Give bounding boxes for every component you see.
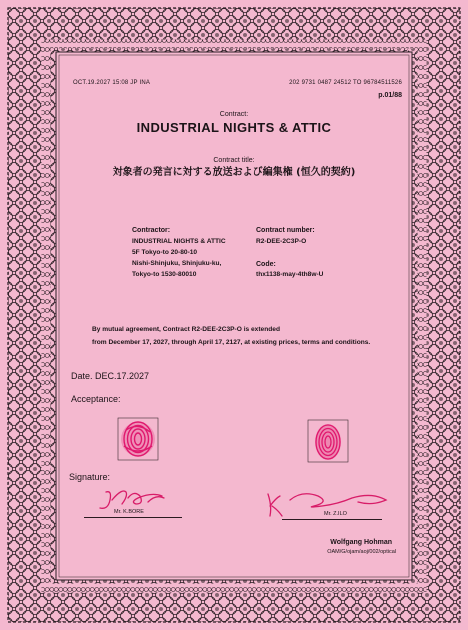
- code-value: thx1138-may-4th8w-U: [256, 271, 324, 278]
- contractor-line: INDUSTRIAL NIGHTS & ATTIC: [132, 238, 226, 245]
- signatory-reference: OAM/G/ojam/aoj/002/optical: [327, 549, 396, 555]
- agreement-line-1: By mutual agreement, Contract R2-DEE-2C3P-O is extended: [92, 326, 280, 333]
- contract-title-label: Contract title:: [213, 157, 255, 164]
- contract-name: INDUSTRIAL NIGHTS & ATTIC: [136, 120, 332, 135]
- signature-caption: Mr. Z.ILO: [324, 511, 347, 517]
- acceptance-label: Acceptance:: [71, 394, 121, 404]
- signature-caption: Mr. K.BORE: [114, 509, 144, 515]
- date-text: Date. DEC.17.2027: [71, 371, 150, 381]
- contract-label: Contract:: [219, 111, 249, 118]
- signatory-name: Wolfgang Hohman: [330, 539, 392, 546]
- signature-line: [282, 519, 382, 520]
- fax-header-left: OCT.19.2027 15:08 JP INA: [73, 80, 151, 86]
- code-label: Code:: [256, 261, 276, 268]
- signature-label: Signature:: [69, 472, 111, 482]
- agreement-line-2: from December 17, 2027, through April 17, 2127, at existing prices, terms and conditions.: [92, 339, 371, 346]
- contractor-line: Tokyo-to 1530-80010: [132, 271, 197, 278]
- page-number: p.01/88: [378, 92, 402, 99]
- contract-title-value: 対象者の発言に対する放送および編集権 (恒久的契約): [112, 167, 356, 178]
- contractor-label: Contractor:: [132, 227, 171, 234]
- fingerprint-icon: [306, 418, 350, 464]
- fax-header-right: 202 9731 0487 24512 TO 96784511526: [289, 80, 402, 86]
- fingerprint-icon: [116, 416, 160, 462]
- contractor-line: Nishi-Shinjuku, Shinjuku-ku,: [132, 260, 222, 267]
- contract-number-value: R2-DEE-2C3P-O: [256, 238, 307, 245]
- contractor-line: 5F Tokyo-to 20-80-10: [132, 249, 198, 256]
- contract-number-label: Contract number:: [256, 227, 315, 234]
- signature-line: [84, 517, 182, 518]
